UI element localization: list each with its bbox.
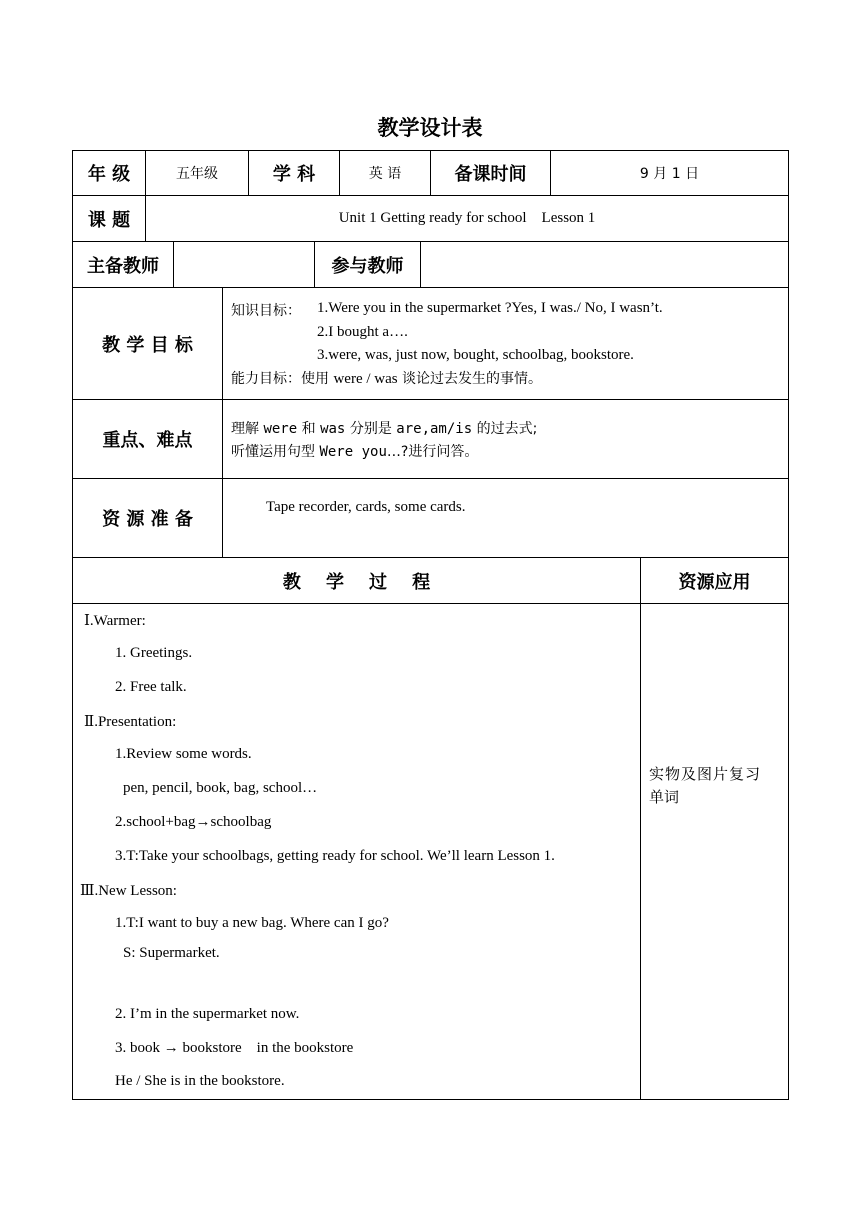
key-point-2c: …?进行问答。 [386, 444, 479, 460]
ability-objective-prefix: 能力目标： [231, 371, 301, 387]
process-line: Ⅱ.Presentation: [84, 714, 177, 730]
knowledge-objective-2: 2.I bought a…. [317, 324, 408, 340]
process-line: Ⅰ.Warmer: [84, 613, 146, 629]
process-line: He / She is in the bookstore. [115, 1073, 285, 1089]
key-points-label: 重点、难点 [102, 430, 193, 451]
grade-value: 五年级 [176, 166, 218, 182]
participating-teacher-value [421, 242, 788, 287]
process-line: S: Supermarket. [123, 945, 220, 961]
key-point-1f: are,am/is [396, 421, 473, 437]
topic-value: Unit 1 Getting ready for school Lesson 1 [338, 210, 596, 226]
key-point-1d: was [320, 421, 346, 437]
main-teacher-value [174, 242, 314, 287]
process-header: 教 学 过 程 [282, 571, 431, 593]
key-point-2a: 听懂运用句型 [231, 444, 320, 460]
key-point-line-1 [231, 418, 537, 438]
process-line: pen, pencil, book, bag, school… [123, 780, 318, 796]
objectives-label: 教 学 目 标 [102, 334, 193, 356]
knowledge-objective-prefix: 知识目标： [231, 303, 301, 319]
process-line: 1. Greetings. [115, 645, 193, 661]
resource-application-header: 资源应用 [678, 571, 751, 593]
ability-objective-pre: 使用 [301, 371, 334, 387]
ability-objective-code: were / was [333, 371, 398, 387]
knowledge-objective-1: 1.Were you in the supermarket ?Yes, I was./ No, I wasn’t. [317, 300, 663, 316]
process-line: 2. Free talk. [115, 679, 187, 695]
key-point-1g: 的过去式; [472, 421, 538, 437]
subject-label: 学 科 [272, 164, 316, 185]
process-line: 1.T:I want to buy a new bag. Where can I go? [115, 915, 389, 931]
topic-label: 课 题 [87, 209, 131, 231]
key-point-1c: 和 [297, 421, 321, 437]
process-line: 3. book → bookstore in the bookstore [115, 1040, 354, 1056]
knowledge-objective-3: 3.were, was, just now, bought, schoolbag, bookstore. [317, 347, 634, 363]
resource-note-2: 单词 [649, 788, 680, 806]
resource-note-1: 实物及图片复习 [649, 765, 762, 783]
resources-label: 资 源 准 备 [102, 509, 193, 530]
subject-value: 英 语 [368, 166, 402, 182]
prep-time-value: 9 月 1 日 [639, 166, 700, 182]
ability-objective [231, 368, 542, 388]
process-line: 1.Review some words. [115, 746, 252, 762]
grade-label: 年 级 [87, 164, 131, 185]
participating-teacher-label: 参与教师 [331, 255, 404, 277]
key-point-2b: Were you [319, 444, 387, 460]
process-line: 2.school+bag→schoolbag [115, 814, 272, 830]
resources-value: Tape recorder, cards, some cards. [266, 499, 466, 515]
key-point-line-2 [231, 441, 478, 461]
main-teacher-label: 主备教师 [87, 255, 159, 277]
key-point-1b: were [263, 421, 298, 437]
ability-objective-post: 谈论过去发生的事情。 [397, 371, 543, 387]
prep-time-label: 备课时间 [454, 164, 527, 185]
key-point-1a: 理解 [231, 421, 264, 437]
process-line: 3.T:Take your schoolbags, getting ready for school. We’ll learn Lesson 1. [115, 848, 555, 864]
process-line: 2. I’m in the supermarket now. [115, 1006, 300, 1022]
page-title: 教学设计表 [377, 116, 483, 140]
process-line: Ⅲ.New Lesson: [80, 883, 177, 899]
key-point-1e: 分别是 [345, 421, 397, 437]
